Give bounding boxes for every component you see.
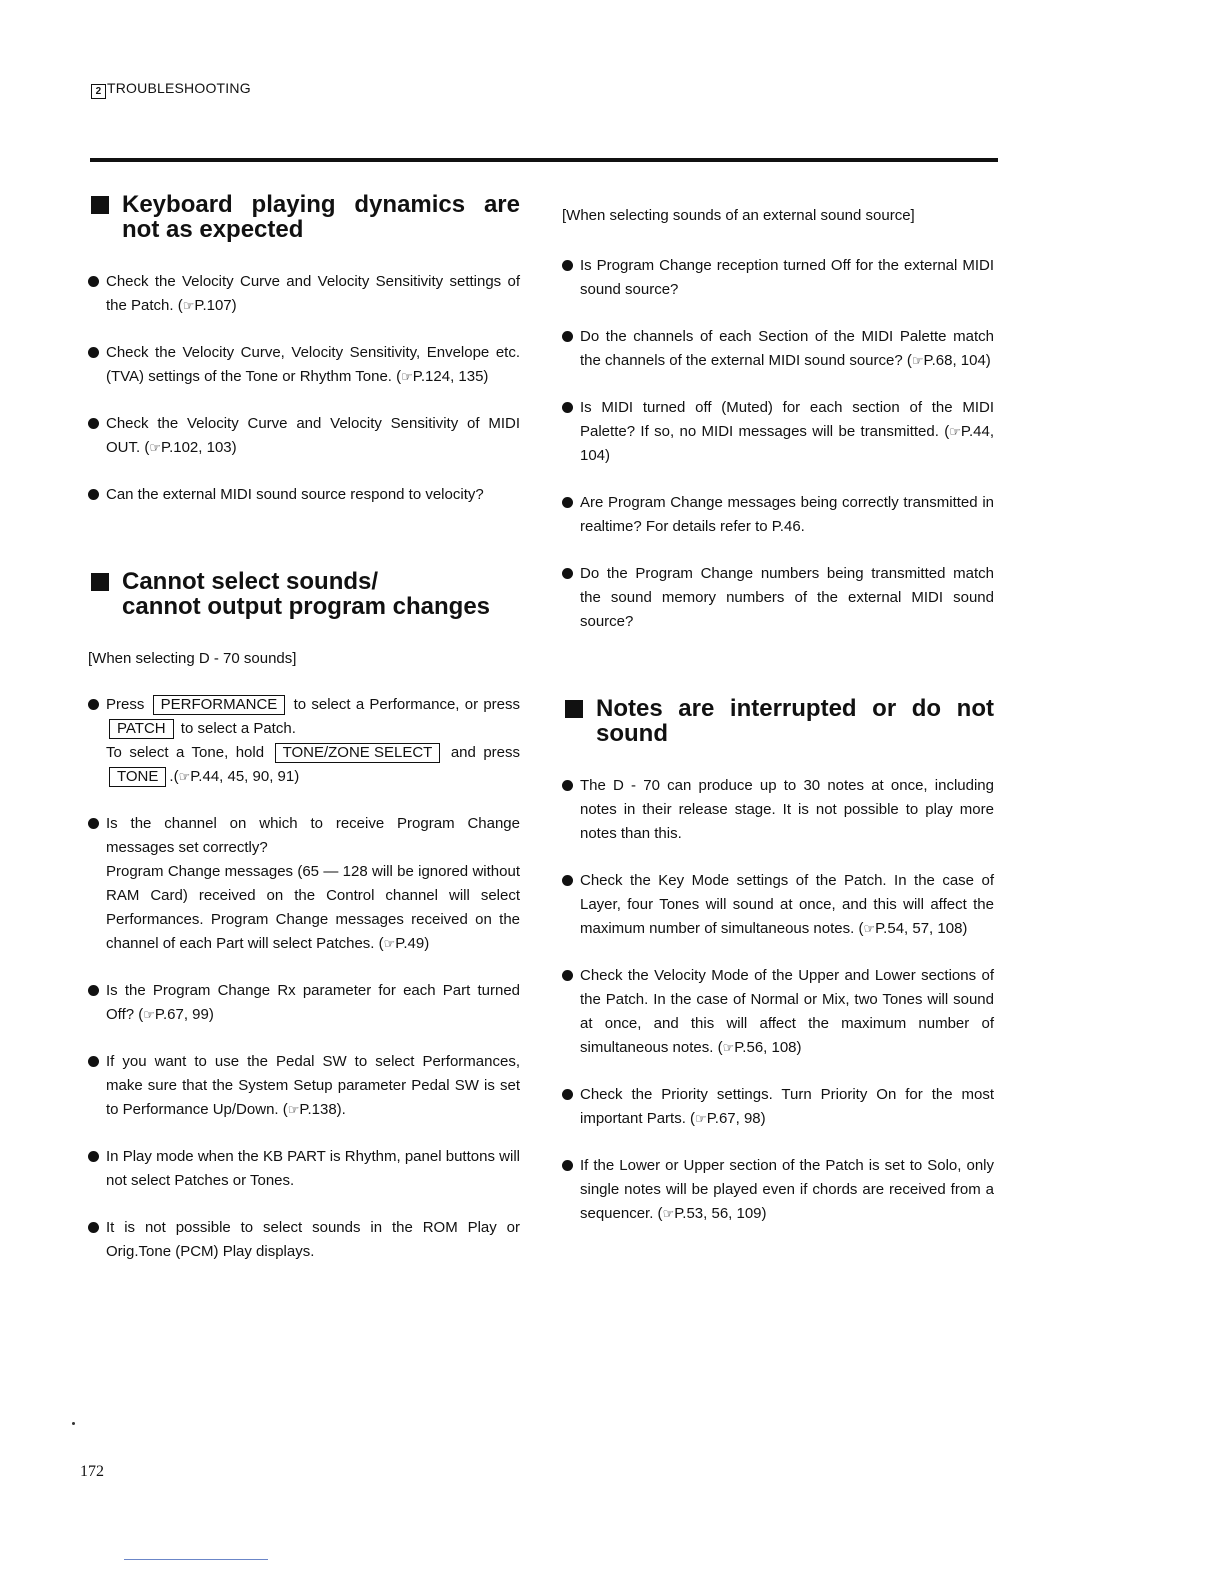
section-title-dynamics: Keyboard playing dynamics are not as expected bbox=[88, 192, 520, 242]
page-ref-arrow-icon: ☞ bbox=[662, 1206, 675, 1221]
page-ref-arrow-icon: ☞ bbox=[149, 440, 161, 455]
list-item: Do the channels of each Section of the MIDI Palette match the channels of the external MIDI sound source? (☞P.68, 104) bbox=[562, 325, 994, 373]
list-item: Do the Program Change numbers being transmitted match the sound memory numbers of the external MIDI sound source? bbox=[562, 562, 994, 634]
bullet-dot-icon bbox=[88, 276, 99, 287]
bullet-dot-icon bbox=[562, 568, 573, 579]
list-item: If the Lower or Upper section of the Patch is set to Solo, only single notes will be played even if chords are received from a sequencer. (☞P.53, 56, 109) bbox=[562, 1154, 994, 1226]
bullet-dot-icon bbox=[88, 985, 99, 996]
bullet-dot-icon bbox=[88, 1151, 99, 1162]
list-item: Check the Velocity Curve and Velocity Sensitivity of MIDI OUT. (☞P.102, 103) bbox=[88, 412, 520, 460]
list-item: Is MIDI turned off (Muted) for each section of the MIDI Palette? If so, no MIDI messages will be transmitted. (☞P.44, 104) bbox=[562, 396, 994, 468]
bullet-dot-icon bbox=[562, 1089, 573, 1100]
page-ref-arrow-icon: ☞ bbox=[383, 936, 396, 951]
bullet-dot-icon bbox=[562, 260, 573, 271]
bullet-dot-icon bbox=[88, 347, 99, 358]
bullet-dot-icon bbox=[88, 699, 99, 710]
list-item: In Play mode when the KB PART is Rhythm, panel buttons will not select Patches or Tones. bbox=[88, 1145, 520, 1193]
bullet-dot-icon bbox=[562, 497, 573, 508]
bullet-dot-icon bbox=[562, 970, 573, 981]
header-title: TROUBLESHOOTING bbox=[107, 80, 251, 96]
list-item: Can the external MIDI sound source respond to velocity? bbox=[88, 483, 520, 507]
bullet-dot-icon bbox=[88, 818, 99, 829]
list-item: It is not possible to select sounds in the ROM Play or Orig.Tone (PCM) Play displays. bbox=[88, 1216, 520, 1264]
page-ref-arrow-icon: ☞ bbox=[143, 1007, 155, 1022]
key-performance-button: PERFORMANCE bbox=[153, 695, 286, 715]
key-tone-zone-select-button: TONE/ZONE SELECT bbox=[275, 743, 441, 763]
page-ref-arrow-icon: ☞ bbox=[911, 353, 924, 368]
header-rule bbox=[90, 158, 998, 162]
page-ref-arrow-icon: ☞ bbox=[401, 369, 413, 384]
section-title-select-sounds: Cannot select sounds/ cannot output program changes bbox=[88, 569, 520, 619]
bullet-dot-icon bbox=[562, 780, 573, 791]
list-item: Check the Velocity Curve and Velocity Sensitivity settings of the Patch. (☞P.107) bbox=[88, 270, 520, 318]
section-external-source bbox=[562, 204, 994, 634]
page-number: 172 bbox=[80, 1463, 104, 1480]
left-column bbox=[88, 192, 520, 1287]
page-header bbox=[91, 80, 251, 99]
page-ref-arrow-icon: ☞ bbox=[178, 769, 191, 784]
square-bullet-icon bbox=[91, 573, 109, 591]
list-item: Are Program Change messages being correctly transmitted in realtime? For details refer to P.46. bbox=[562, 491, 994, 539]
bullet-dot-icon bbox=[562, 331, 573, 342]
page-ref-arrow-icon: ☞ bbox=[722, 1040, 735, 1055]
page-ref-arrow-icon: ☞ bbox=[949, 424, 961, 439]
chapter-number-icon: 2 bbox=[91, 84, 106, 99]
key-patch-button: PATCH bbox=[109, 719, 174, 739]
square-bullet-icon bbox=[91, 196, 109, 214]
list-item: Check the Velocity Curve, Velocity Sensitivity, Envelope etc. (TVA) settings of the Tone or Rhythm Tone. (☞P.124, 135) bbox=[88, 341, 520, 389]
qualifier-d70: [When selecting D - 70 sounds] bbox=[88, 650, 297, 667]
list-item: Is the Program Change Rx parameter for each Part turned Off? (☞P.67, 99) bbox=[88, 979, 520, 1027]
list-item: If you want to use the Pedal SW to select Performances, make sure that the System Setup parameter Pedal SW is set to Performance Up/Down. (☞P.138). bbox=[88, 1050, 520, 1122]
list-item: Press PERFORMANCE to select a Performance, or press PATCH to select a Patch. To select a Tone, hold TONE/ZONE SELECT and press TONE .(☞P.44, 45, 90, 91) bbox=[88, 693, 520, 789]
list-item: Check the Priority settings. Turn Priority On for the most important Parts. (☞P.67, 98) bbox=[562, 1083, 994, 1131]
qualifier-external: [When selecting sounds of an external sound source] bbox=[562, 207, 915, 224]
section-notes-interrupted bbox=[562, 696, 994, 1226]
list-item: Check the Key Mode settings of the Patch. In the case of Layer, four Tones will sound at once, and this will affect the maximum number of simultaneous notes. (☞P.54, 57, 108) bbox=[562, 869, 994, 941]
key-tone-button: TONE bbox=[109, 767, 166, 787]
page-ref-arrow-icon: ☞ bbox=[695, 1111, 707, 1126]
list-item: Is the channel on which to receive Program Change messages set correctly? Program Change messages (65 — 128 will be ignored without RAM Card) received on the Control channel will select Performances. Program Change messages received on the channel of each Part will select Patches. (☞P.49) bbox=[88, 812, 520, 956]
footer-line bbox=[124, 1559, 268, 1560]
list-item: The D - 70 can produce up to 30 notes at once, including notes in their release stage. It is not possible to play more notes than this. bbox=[562, 774, 994, 846]
list-item: Is Program Change reception turned Off for the external MIDI sound source? bbox=[562, 254, 994, 302]
page-ref-arrow-icon: ☞ bbox=[182, 298, 195, 313]
list-item: Check the Velocity Mode of the Upper and Lower sections of the Patch. In the case of Normal or Mix, two Tones will sound at once, and this will affect the maximum number of simultaneous notes. (☞P.56, 108) bbox=[562, 964, 994, 1060]
section-title-notes-interrupted: Notes are interrupted or do not sound bbox=[562, 696, 994, 746]
bullet-dot-icon bbox=[88, 1056, 99, 1067]
bullet-dot-icon bbox=[88, 489, 99, 500]
stray-mark bbox=[72, 1422, 75, 1425]
bullet-dot-icon bbox=[562, 402, 573, 413]
section-dynamics bbox=[88, 192, 520, 507]
square-bullet-icon bbox=[565, 700, 583, 718]
bullet-dot-icon bbox=[562, 875, 573, 886]
page-ref-arrow-icon: ☞ bbox=[863, 921, 876, 936]
right-column bbox=[562, 204, 994, 1249]
section-select-sounds bbox=[88, 569, 520, 1264]
page-ref-arrow-icon: ☞ bbox=[287, 1102, 300, 1117]
bullet-dot-icon bbox=[88, 418, 99, 429]
bullet-dot-icon bbox=[88, 1222, 99, 1233]
bullet-dot-icon bbox=[562, 1160, 573, 1171]
